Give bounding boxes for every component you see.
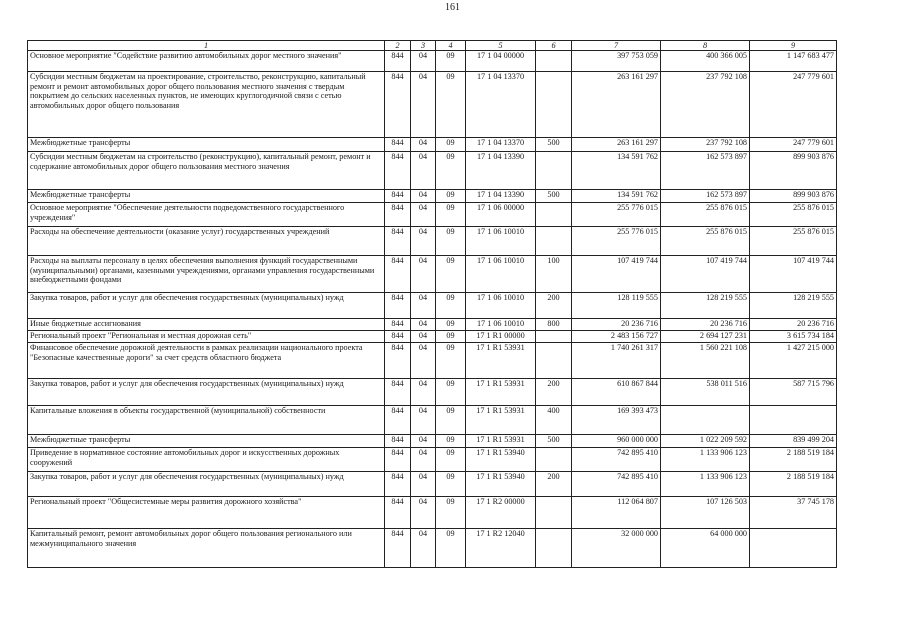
row-value-cell: 500 [536, 435, 572, 448]
row-value-cell: 09 [436, 448, 466, 472]
row-value-cell: 844 [385, 152, 411, 190]
row-value-cell: 04 [411, 293, 436, 319]
row-value-cell: 200 [536, 379, 572, 406]
row-value-cell: 247 779 601 [750, 138, 837, 152]
row-value-cell: 04 [411, 406, 436, 435]
row-name-cell: Расходы на выплаты персоналу в целях обеспечения выполнения функций государственными (муниципальными) органами, казенными учреждениями, органами управления государственными внебюджетными фондами [28, 256, 385, 293]
row-value-cell: 09 [436, 497, 466, 529]
row-value-cell [536, 343, 572, 379]
table-row [28, 331, 837, 343]
row-value-cell: 17 1 R2 12040 [466, 529, 536, 568]
row-value-cell: 844 [385, 448, 411, 472]
row-value-cell: 844 [385, 435, 411, 448]
row-value-cell: 844 [385, 497, 411, 529]
row-value-cell: 04 [411, 152, 436, 190]
row-value-cell [750, 529, 837, 568]
row-value-cell: 17 1 R1 53931 [466, 379, 536, 406]
row-value-cell: 04 [411, 472, 436, 497]
row-value-cell: 17 1 04 13390 [466, 190, 536, 203]
row-value-cell: 04 [411, 72, 436, 138]
row-value-cell: 960 000 000 [572, 435, 661, 448]
row-value-cell: 17 1 R1 00000 [466, 331, 536, 343]
row-name-cell: Субсидии местным бюджетам на строительство (реконструкцию), капитальный ремонт, ремонт и содержание автомобильных дорог общего пользования местного значения [28, 152, 385, 190]
row-value-cell: 255 876 015 [750, 227, 837, 256]
row-value-cell: 610 867 844 [572, 379, 661, 406]
row-value-cell: 1 560 221 108 [661, 343, 750, 379]
row-value-cell: 255 876 015 [661, 203, 750, 227]
row-value-cell: 2 188 519 184 [750, 448, 837, 472]
row-name-cell: Капитальные вложения в объекты государственной (муниципальной) собственности [28, 406, 385, 435]
row-value-cell: 162 573 897 [661, 190, 750, 203]
row-value-cell: 04 [411, 227, 436, 256]
row-value-cell: 04 [411, 51, 436, 72]
row-value-cell [750, 406, 837, 435]
row-value-cell: 107 419 744 [750, 256, 837, 293]
row-name-cell: Капитальный ремонт, ремонт автомобильных дорог общего пользования регионального или межмуниципального значения [28, 529, 385, 568]
row-value-cell: 200 [536, 472, 572, 497]
row-value-cell: 397 753 059 [572, 51, 661, 72]
row-value-cell: 09 [436, 256, 466, 293]
row-value-cell: 37 745 178 [750, 497, 837, 529]
table-row [28, 497, 837, 529]
table-row [28, 51, 837, 72]
row-value-cell: 17 1 04 13390 [466, 152, 536, 190]
row-name-cell: Региональный проект "Общесистемные меры развития дорожного хозяйства" [28, 497, 385, 529]
row-value-cell: 844 [385, 406, 411, 435]
row-name-cell: Финансовое обеспечение дорожной деятельности в рамках реализации национального проекта "Безопасные качественные дороги" за счет средств областного бюджета [28, 343, 385, 379]
row-value-cell: 134 591 762 [572, 152, 661, 190]
column-header: 8 [661, 41, 750, 51]
column-header: 9 [750, 41, 837, 51]
row-value-cell: 844 [385, 379, 411, 406]
row-value-cell: 17 1 R1 53940 [466, 472, 536, 497]
row-value-cell: 04 [411, 497, 436, 529]
column-header: 6 [536, 41, 572, 51]
row-name-cell: Закупка товаров, работ и услуг для обеспечения государственных (муниципальных) нужд [28, 472, 385, 497]
row-value-cell: 09 [436, 435, 466, 448]
row-value-cell: 500 [536, 190, 572, 203]
row-value-cell: 742 895 410 [572, 448, 661, 472]
page-number: 161 [445, 2, 460, 13]
column-header: 4 [436, 41, 466, 51]
row-value-cell: 263 161 297 [572, 138, 661, 152]
row-value-cell: 134 591 762 [572, 190, 661, 203]
column-header: 2 [385, 41, 411, 51]
row-value-cell: 844 [385, 138, 411, 152]
row-value-cell: 255 776 015 [572, 203, 661, 227]
row-name-cell: Межбюджетные трансферты [28, 190, 385, 203]
row-value-cell: 400 366 005 [661, 51, 750, 72]
row-value-cell: 237 792 108 [661, 138, 750, 152]
row-value-cell: 128 219 555 [750, 293, 837, 319]
row-value-cell: 742 895 410 [572, 472, 661, 497]
row-value-cell: 04 [411, 331, 436, 343]
row-value-cell: 538 011 516 [661, 379, 750, 406]
row-value-cell: 17 1 04 00000 [466, 51, 536, 72]
row-value-cell: 844 [385, 529, 411, 568]
row-value-cell: 844 [385, 190, 411, 203]
row-value-cell: 200 [536, 293, 572, 319]
row-value-cell [661, 406, 750, 435]
row-value-cell: 09 [436, 293, 466, 319]
row-value-cell: 32 000 000 [572, 529, 661, 568]
table-row [28, 256, 837, 293]
row-value-cell: 17 1 06 10010 [466, 293, 536, 319]
row-value-cell: 64 000 000 [661, 529, 750, 568]
row-name-cell: Закупка товаров, работ и услуг для обеспечения государственных (муниципальных) нужд [28, 379, 385, 406]
row-value-cell: 09 [436, 406, 466, 435]
row-value-cell: 17 1 R1 53931 [466, 343, 536, 379]
row-value-cell [536, 331, 572, 343]
table-row [28, 227, 837, 256]
table-row [28, 190, 837, 203]
row-name-cell: Основное мероприятие "Содействие развитию автомобильных дорог местного значения" [28, 51, 385, 72]
row-value-cell: 255 876 015 [750, 203, 837, 227]
row-value-cell: 04 [411, 379, 436, 406]
row-value-cell: 17 1 06 10010 [466, 319, 536, 331]
row-value-cell: 247 779 601 [750, 72, 837, 138]
row-value-cell: 09 [436, 51, 466, 72]
table-row [28, 152, 837, 190]
row-value-cell: 04 [411, 190, 436, 203]
row-value-cell: 1 427 215 000 [750, 343, 837, 379]
row-value-cell: 09 [436, 190, 466, 203]
table-row [28, 343, 837, 379]
row-name-cell: Закупка товаров, работ и услуг для обеспечения государственных (муниципальных) нужд [28, 293, 385, 319]
row-value-cell: 04 [411, 435, 436, 448]
table-row [28, 138, 837, 152]
row-value-cell: 17 1 06 00000 [466, 203, 536, 227]
row-value-cell: 800 [536, 319, 572, 331]
row-value-cell: 1 022 209 592 [661, 435, 750, 448]
row-value-cell: 500 [536, 138, 572, 152]
table-row [28, 293, 837, 319]
row-value-cell: 3 615 734 184 [750, 331, 837, 343]
row-value-cell: 844 [385, 51, 411, 72]
row-value-cell: 04 [411, 203, 436, 227]
row-value-cell: 04 [411, 529, 436, 568]
row-value-cell: 20 236 716 [572, 319, 661, 331]
row-value-cell: 17 1 04 13370 [466, 72, 536, 138]
row-value-cell [536, 72, 572, 138]
row-value-cell: 17 1 06 10010 [466, 256, 536, 293]
row-value-cell: 400 [536, 406, 572, 435]
row-name-cell: Межбюджетные трансферты [28, 435, 385, 448]
row-value-cell: 263 161 297 [572, 72, 661, 138]
row-value-cell: 107 419 744 [661, 256, 750, 293]
column-header: 1 [28, 41, 385, 51]
row-value-cell: 04 [411, 256, 436, 293]
row-value-cell: 17 1 R2 00000 [466, 497, 536, 529]
row-value-cell: 844 [385, 293, 411, 319]
row-value-cell: 255 776 015 [572, 227, 661, 256]
row-value-cell: 09 [436, 343, 466, 379]
row-value-cell: 100 [536, 256, 572, 293]
row-value-cell: 112 064 807 [572, 497, 661, 529]
table-row [28, 319, 837, 331]
row-name-cell: Межбюджетные трансферты [28, 138, 385, 152]
row-value-cell: 844 [385, 472, 411, 497]
row-value-cell: 09 [436, 72, 466, 138]
row-value-cell [536, 152, 572, 190]
row-value-cell: 839 499 204 [750, 435, 837, 448]
row-value-cell: 2 483 156 727 [572, 331, 661, 343]
row-value-cell [536, 203, 572, 227]
column-header: 5 [466, 41, 536, 51]
row-value-cell: 107 419 744 [572, 256, 661, 293]
row-name-cell: Субсидии местным бюджетам на проектирование, строительство, реконструкцию, капитальный ремонт и ремонт автомобильных дорог общего пользования местного значения с твердым покрытием до сельских населенных пунктов, не имеющих круглогодичной связи с сетью автомобильных дорог общего пользования [28, 72, 385, 138]
table-row [28, 379, 837, 406]
row-value-cell: 17 1 06 10010 [466, 227, 536, 256]
row-name-cell: Иные бюджетные ассигнования [28, 319, 385, 331]
row-name-cell: Приведение в нормативное состояние автомобильных дорог и искусственных дорожных сооружений [28, 448, 385, 472]
row-value-cell: 09 [436, 379, 466, 406]
row-value-cell: 237 792 108 [661, 72, 750, 138]
row-value-cell: 844 [385, 319, 411, 331]
table-row [28, 472, 837, 497]
row-value-cell [536, 448, 572, 472]
row-value-cell: 09 [436, 203, 466, 227]
row-value-cell: 1 740 261 317 [572, 343, 661, 379]
row-value-cell: 844 [385, 227, 411, 256]
table-row [28, 203, 837, 227]
row-value-cell: 09 [436, 331, 466, 343]
row-value-cell: 844 [385, 256, 411, 293]
row-value-cell: 17 1 R1 53931 [466, 435, 536, 448]
row-value-cell: 844 [385, 72, 411, 138]
row-value-cell: 09 [436, 472, 466, 497]
row-value-cell: 844 [385, 203, 411, 227]
row-value-cell: 2 694 127 231 [661, 331, 750, 343]
row-value-cell: 844 [385, 343, 411, 379]
row-name-cell: Региональный проект "Региональная и местная дорожная сеть" [28, 331, 385, 343]
row-value-cell: 1 133 906 123 [661, 448, 750, 472]
table-row [28, 406, 837, 435]
row-value-cell: 09 [436, 138, 466, 152]
row-value-cell: 899 903 876 [750, 152, 837, 190]
row-value-cell: 09 [436, 227, 466, 256]
table-row [28, 72, 837, 138]
row-name-cell: Расходы на обеспечение деятельности (оказание услуг) государственных учреждений [28, 227, 385, 256]
table-row [28, 448, 837, 472]
row-value-cell: 1 147 683 477 [750, 51, 837, 72]
row-value-cell [536, 227, 572, 256]
table-row [28, 529, 837, 568]
row-value-cell: 169 393 473 [572, 406, 661, 435]
row-value-cell: 09 [436, 152, 466, 190]
row-value-cell: 162 573 897 [661, 152, 750, 190]
row-value-cell: 04 [411, 343, 436, 379]
header-row [28, 41, 837, 51]
row-value-cell: 255 876 015 [661, 227, 750, 256]
row-value-cell: 128 119 555 [572, 293, 661, 319]
row-value-cell: 844 [385, 331, 411, 343]
row-value-cell: 17 1 04 13370 [466, 138, 536, 152]
row-value-cell [536, 529, 572, 568]
row-value-cell: 09 [436, 319, 466, 331]
row-value-cell: 20 236 716 [661, 319, 750, 331]
row-value-cell: 04 [411, 319, 436, 331]
row-value-cell: 1 133 906 123 [661, 472, 750, 497]
row-value-cell: 899 903 876 [750, 190, 837, 203]
column-header: 7 [572, 41, 661, 51]
column-header: 3 [411, 41, 436, 51]
row-value-cell: 04 [411, 138, 436, 152]
row-value-cell: 20 236 716 [750, 319, 837, 331]
row-value-cell: 587 715 796 [750, 379, 837, 406]
budget-table [27, 40, 837, 568]
row-value-cell: 17 1 R1 53940 [466, 448, 536, 472]
table-row [28, 435, 837, 448]
row-value-cell: 09 [436, 529, 466, 568]
row-value-cell: 17 1 R1 53931 [466, 406, 536, 435]
row-name-cell: Основное мероприятие "Обеспечение деятельности подведомственного государственного учреждения" [28, 203, 385, 227]
row-value-cell [536, 497, 572, 529]
row-value-cell [536, 51, 572, 72]
row-value-cell: 04 [411, 448, 436, 472]
row-value-cell: 2 188 519 184 [750, 472, 837, 497]
row-value-cell: 128 219 555 [661, 293, 750, 319]
row-value-cell: 107 126 503 [661, 497, 750, 529]
